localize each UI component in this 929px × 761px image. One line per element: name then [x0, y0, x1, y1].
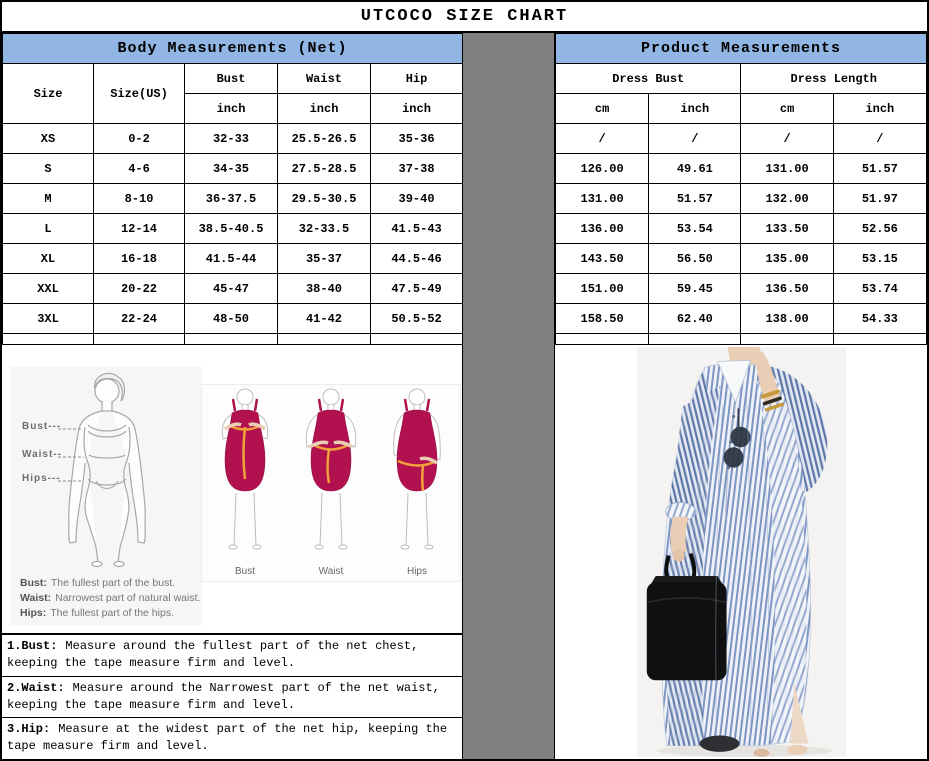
table-row [3, 274, 463, 304]
legend-hips-term: Hips: [20, 607, 47, 619]
cell-waist: 29.5-30.5 [278, 184, 371, 214]
cell-bust: 34-35 [185, 154, 278, 184]
body-measurements-header: Body Measurements (Net) [3, 34, 463, 64]
instruction-waist-text: Measure around the Narrowest part of the net waist, keeping the tape measure firm and level. [7, 680, 440, 712]
cell-size: XXL [3, 274, 94, 304]
caption-waist: Waist [318, 566, 344, 577]
product-measurements-header: Product Measurements [556, 34, 927, 64]
cell-hip: 50.5-52 [371, 304, 463, 334]
cell-dress-len-in: 52.56 [833, 214, 926, 244]
unit-header-row [556, 94, 927, 124]
table-row [556, 184, 927, 214]
unit-dress-length-cm: cm [741, 94, 833, 124]
table-row [556, 124, 927, 154]
table-row [3, 304, 463, 334]
cell-hip: 39-40 [371, 184, 463, 214]
product-table-rows [556, 124, 927, 345]
table-row [556, 274, 927, 304]
body-table-rows [3, 124, 463, 345]
cell-waist: 38-40 [278, 274, 371, 304]
cell-dress-bust-in: 59.45 [649, 274, 741, 304]
product-measurements-table [555, 33, 927, 345]
cell-dress-len-cm: 132.00 [741, 184, 833, 214]
instruction-hip-label: 3.Hip: [7, 722, 51, 737]
cell-size: XL [3, 244, 94, 274]
cell-dress-bust-in: 53.54 [649, 214, 741, 244]
instruction-bust-label: 1.Bust: [7, 639, 58, 654]
cell-dress-bust-in: 56.50 [649, 244, 741, 274]
spacer-cell [3, 334, 94, 345]
gray-divider-strip [462, 33, 555, 759]
cell-dress-len-cm: 135.00 [741, 244, 833, 274]
cell-waist: 25.5-26.5 [278, 124, 371, 154]
cell-dress-len-cm: 136.50 [741, 274, 833, 304]
cell-size: 3XL [3, 304, 94, 334]
cell-bust: 32-33 [185, 124, 278, 154]
cell-dress-len-in: 53.15 [833, 244, 926, 274]
cell-hip: 41.5-43 [371, 214, 463, 244]
spacer-cell [649, 334, 741, 345]
instruction-hip [2, 717, 462, 759]
spacer-row [556, 334, 927, 345]
instructions-list [2, 634, 462, 759]
table-row [3, 244, 463, 274]
cell-us: 22-24 [94, 304, 185, 334]
cell-waist: 32-33.5 [278, 214, 371, 244]
cell-us: 8-10 [94, 184, 185, 214]
legend-bust-desc: The fullest part of the bust. [50, 577, 176, 589]
legend-bust-term: Bust: [20, 577, 47, 589]
unit-dress-bust-cm: cm [556, 94, 649, 124]
table-row [556, 244, 927, 274]
cell-dress-bust-cm: 151.00 [556, 274, 649, 304]
instruction-bust-text: Measure around the fullest part of the net chest, keeping the tape measure firm and level. [7, 639, 419, 671]
chart-columns [2, 33, 927, 759]
legend-waist-desc: Narrowest part of natural waist. [55, 592, 201, 604]
figure-captions [202, 566, 460, 577]
col-header-size: Size [3, 64, 94, 124]
cell-dress-bust-in: / [649, 124, 741, 154]
cell-us: 20-22 [94, 274, 185, 304]
cell-dress-bust-cm: 136.00 [556, 214, 649, 244]
measurement-diagram-area [2, 345, 462, 634]
spacer-cell [94, 334, 185, 345]
cell-waist: 41-42 [278, 304, 371, 334]
spacer-cell [278, 334, 371, 345]
caption-bust: Bust [234, 566, 255, 577]
col-header-dress-length: Dress Length [741, 64, 927, 94]
cell-hip: 35-36 [371, 124, 463, 154]
cell-dress-len-cm: 133.50 [741, 214, 833, 244]
cell-size: S [3, 154, 94, 184]
cell-waist: 27.5-28.5 [278, 154, 371, 184]
table-row [556, 214, 927, 244]
table-row [3, 184, 463, 214]
spacer-cell [741, 334, 833, 345]
cell-bust: 36-37.5 [185, 184, 278, 214]
cell-hip: 44.5-46 [371, 244, 463, 274]
label-hips: Hips--- [22, 473, 61, 484]
spacer-row [3, 334, 463, 345]
legend-hips-desc: The fullest part of the hips. [50, 607, 174, 619]
table-row [3, 124, 463, 154]
cell-bust: 38.5-40.5 [185, 214, 278, 244]
cell-bust: 45-47 [185, 274, 278, 304]
spacer-cell [185, 334, 278, 345]
cell-hip: 47.5-49 [371, 274, 463, 304]
col-header-dress-bust: Dress Bust [556, 64, 741, 94]
cell-dress-len-cm: / [741, 124, 833, 154]
product-measurements-panel [555, 33, 927, 759]
cell-us: 4-6 [94, 154, 185, 184]
label-bust: Bust--- [22, 421, 62, 432]
cell-dress-bust-cm: 143.50 [556, 244, 649, 274]
page-title: UTCOCO SIZE CHART [2, 2, 927, 33]
cell-bust: 48-50 [185, 304, 278, 334]
cell-us: 16-18 [94, 244, 185, 274]
cell-size: M [3, 184, 94, 214]
body-figure-illustration [10, 367, 202, 567]
instruction-bust [2, 634, 462, 676]
cell-size: L [3, 214, 94, 244]
cell-dress-len-in: / [833, 124, 926, 154]
instruction-waist-label: 2.Waist: [7, 680, 65, 695]
cell-waist: 35-37 [278, 244, 371, 274]
cell-dress-bust-in: 62.40 [649, 304, 741, 334]
striped-dress-photo-illustration [555, 345, 927, 759]
table-row [3, 154, 463, 184]
legend-hips [20, 607, 198, 619]
cell-dress-len-in: 54.33 [833, 304, 926, 334]
legend-waist [20, 592, 201, 604]
col-header-waist: Waist [278, 64, 371, 94]
measuring-figures-box [202, 385, 460, 581]
body-measurements-panel [2, 33, 462, 759]
cell-bust: 41.5-44 [185, 244, 278, 274]
body-figure-box [10, 367, 202, 625]
section-header-row [3, 34, 463, 64]
cell-dress-bust-in: 49.61 [649, 154, 741, 184]
cell-size: XS [3, 124, 94, 154]
cell-dress-bust-in: 51.57 [649, 184, 741, 214]
label-waist: Waist-- [22, 449, 62, 460]
instruction-hip-text: Measure at the widest part of the net hip, keeping the tape measure firm and level. [7, 722, 448, 754]
cell-dress-len-cm: 138.00 [741, 304, 833, 334]
spacer-cell [556, 334, 649, 345]
caption-hips: Hips [406, 566, 427, 577]
instruction-waist [2, 676, 462, 718]
table-row [3, 214, 463, 244]
measuring-figures-illustration [202, 385, 460, 563]
cell-dress-len-in: 53.74 [833, 274, 926, 304]
column-header-row [556, 64, 927, 94]
unit-dress-bust-inch: inch [649, 94, 741, 124]
cell-dress-bust-cm: / [556, 124, 649, 154]
cell-hip: 37-38 [371, 154, 463, 184]
col-header-hip: Hip [371, 64, 463, 94]
cell-dress-len-in: 51.97 [833, 184, 926, 214]
table-row [556, 304, 927, 334]
body-measurements-table [2, 33, 463, 345]
unit-hip-inch: inch [371, 94, 463, 124]
unit-dress-length-inch: inch [833, 94, 926, 124]
cell-dress-len-in: 51.57 [833, 154, 926, 184]
table-row [556, 154, 927, 184]
section-header-row [556, 34, 927, 64]
spacer-cell [833, 334, 926, 345]
cell-us: 12-14 [94, 214, 185, 244]
product-photo [555, 345, 927, 759]
legend-waist-term: Waist: [20, 592, 52, 604]
cell-dress-bust-cm: 131.00 [556, 184, 649, 214]
spacer-cell [371, 334, 463, 345]
unit-bust-inch: inch [185, 94, 278, 124]
column-header-row [3, 64, 463, 94]
cell-dress-bust-cm: 158.50 [556, 304, 649, 334]
unit-waist-inch: inch [278, 94, 371, 124]
cell-dress-len-cm: 131.00 [741, 154, 833, 184]
legend-bust [20, 577, 198, 589]
cell-us: 0-2 [94, 124, 185, 154]
col-header-size-us: Size(US) [94, 64, 185, 124]
measurement-legend [20, 574, 201, 619]
cell-dress-bust-cm: 126.00 [556, 154, 649, 184]
col-header-bust: Bust [185, 64, 278, 94]
